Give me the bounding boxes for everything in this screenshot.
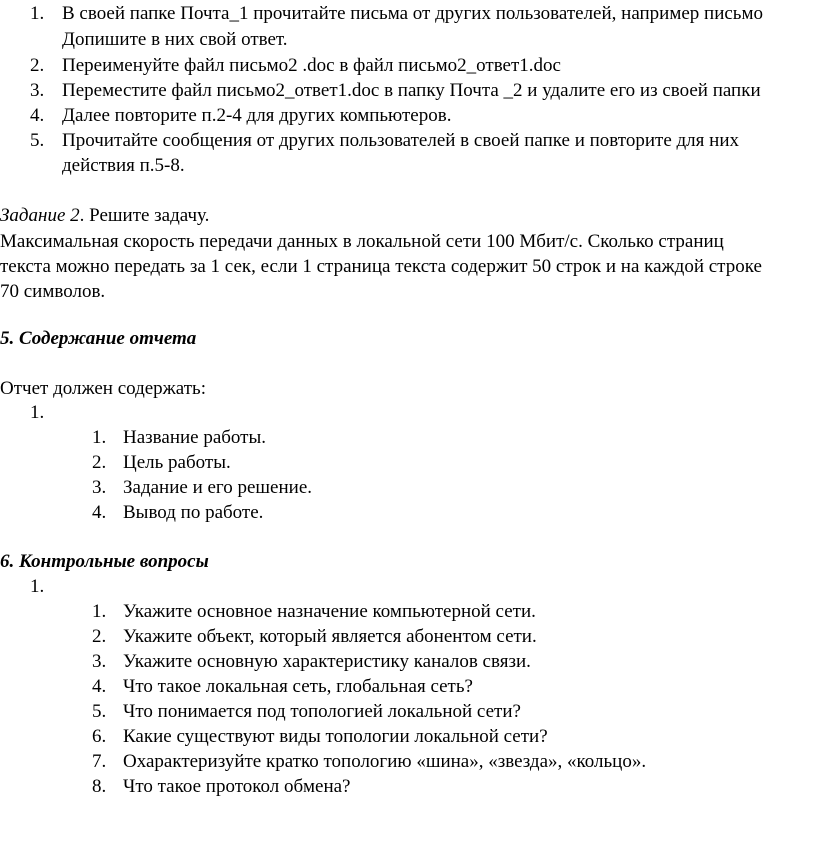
question-item: Укажите основную характеристику каналов связи. [123, 651, 531, 672]
step-number: 1. [30, 3, 45, 24]
question-number: 1. [92, 601, 107, 622]
task-2-title [0, 203, 209, 229]
question-number: 5. [92, 701, 107, 722]
step-text-continued: действия п.5-8. [62, 155, 185, 176]
question-item: Укажите объект, который является абонентом сети. [123, 626, 537, 647]
question-number: 4. [92, 676, 107, 697]
section-5-intro: Отчет должен содержать: [0, 378, 206, 399]
step-text-continued: Допишите в них свой ответ. [62, 29, 288, 50]
section-5-heading: 5. Содержание отчета [0, 328, 197, 349]
step-number: 5. [30, 130, 45, 151]
step-text: Далее повторите п.2-4 для других компьютеров. [62, 105, 452, 126]
outer-list-number: 1. [30, 576, 45, 597]
step-text: Переименуйте файл письмо2 .doc в файл письмо2_ответ1.doc [62, 55, 561, 76]
question-number: 2. [92, 626, 107, 647]
task-2-instruction: . Решите задачу. [79, 205, 210, 226]
step-text: В своей папке Почта_1 прочитайте письма от других пользователей, например письмо [62, 3, 763, 24]
task-2-text: Максимальная скорость передачи данных в локальной сети 100 Мбит/с. Сколько страниц [0, 231, 724, 252]
step-number: 4. [30, 105, 45, 126]
question-number: 3. [92, 651, 107, 672]
question-item: Что понимается под топологией локальной сети? [123, 701, 521, 722]
list-item: Задание и его решение. [123, 477, 313, 498]
step-number: 3. [30, 80, 45, 101]
section-6-heading: 6. Контрольные вопросы [0, 551, 209, 572]
task-2-text: текста можно передать за 1 сек, если 1 страница текста содержит 50 строк и на каждой строке [0, 256, 762, 277]
question-item: Охарактеризуйте кратко топологию «шина», «звезда», «кольцо». [123, 751, 647, 772]
step-text: Прочитайте сообщения от других пользователей в своей папке и повторите для них [62, 130, 739, 151]
list-item-number: 4. [92, 502, 107, 523]
outer-list-number: 1. [30, 402, 45, 423]
question-item: Укажите основное назначение компьютерной сети. [123, 601, 536, 622]
question-number: 7. [92, 751, 107, 772]
task-2-text: 70 символов. [0, 281, 106, 302]
question-item: Что такое протокол обмена? [123, 776, 351, 797]
list-item: Название работы. [123, 427, 267, 448]
question-item: Что такое локальная сеть, глобальная сеть? [123, 676, 473, 697]
list-item-number: 3. [92, 477, 107, 498]
list-item: Вывод по работе. [123, 502, 264, 523]
step-number: 2. [30, 55, 45, 76]
question-item: Какие существуют виды топологии локальной сети? [123, 726, 548, 747]
list-item-number: 2. [92, 452, 107, 473]
question-number: 8. [92, 776, 107, 797]
list-item-number: 1. [92, 427, 107, 448]
list-item: Цель работы. [123, 452, 231, 473]
task-2-label: Задание 2 [0, 205, 80, 226]
step-text: Переместите файл письмо2_ответ1.doc в папку Почта _2 и удалите его из своей папки [62, 80, 761, 101]
question-number: 6. [92, 726, 107, 747]
